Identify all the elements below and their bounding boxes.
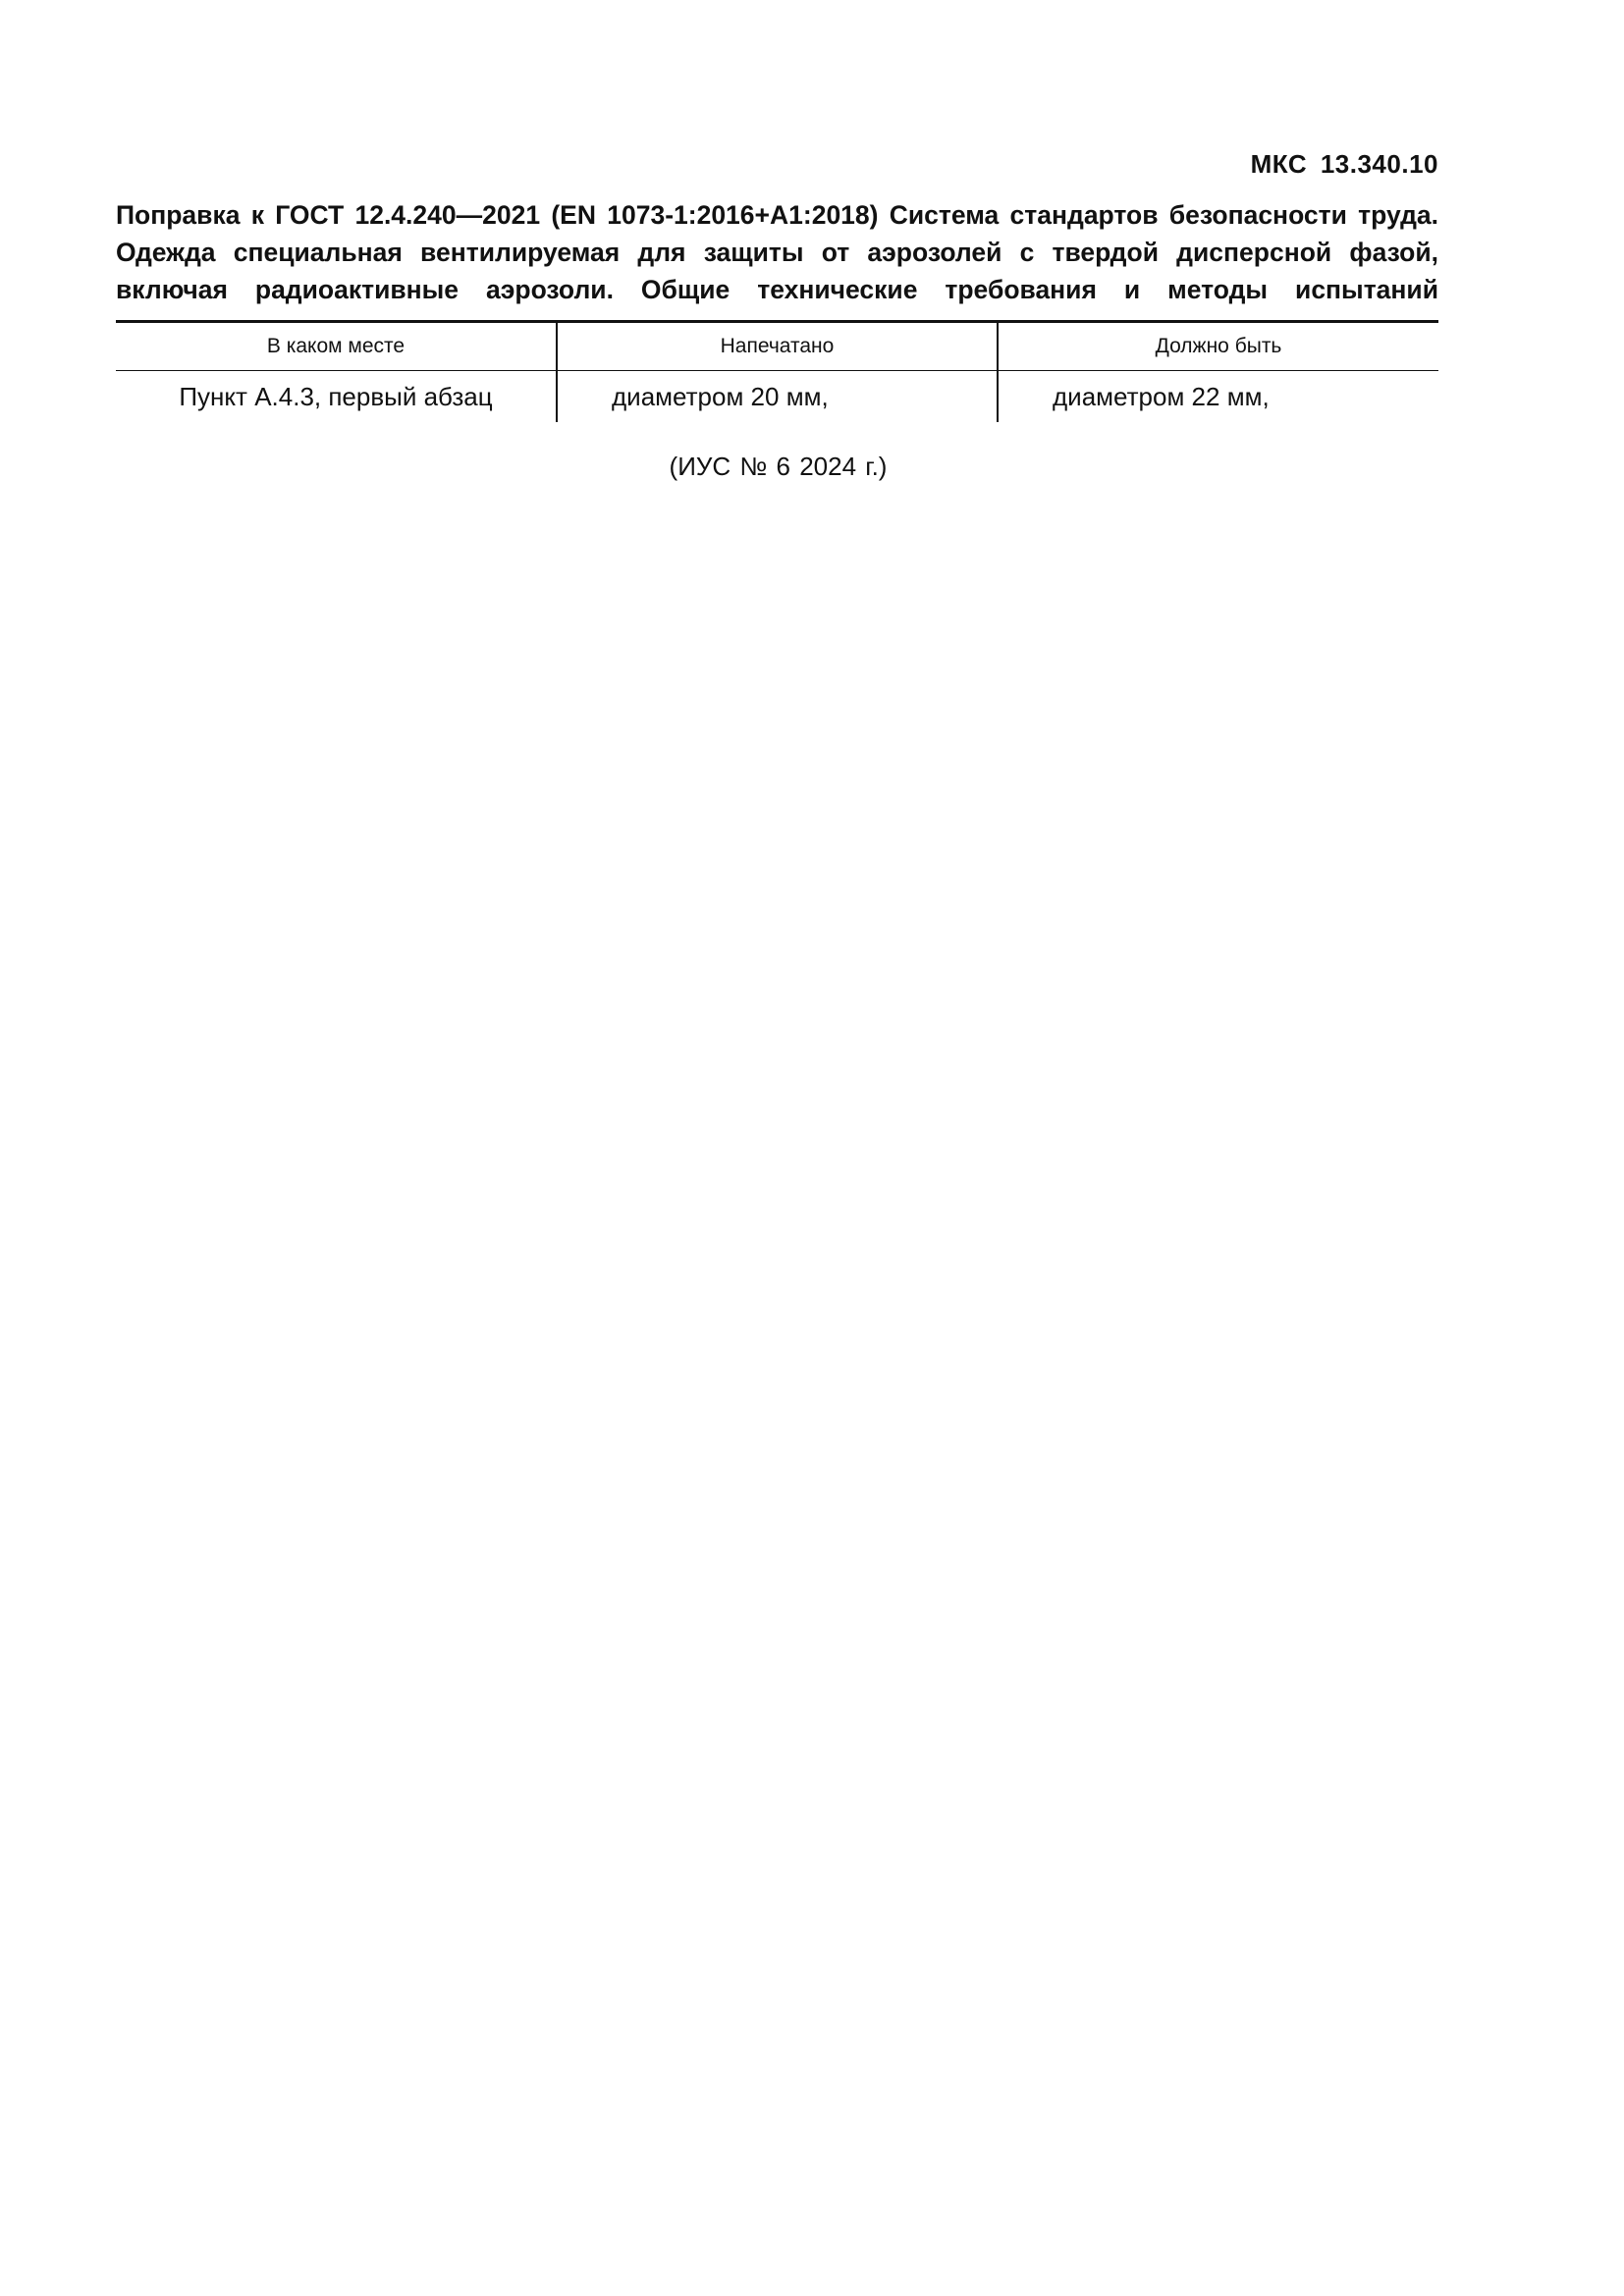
amendment-table bbox=[116, 320, 1438, 422]
table-header-row bbox=[116, 322, 1438, 371]
amendment-title: Поправка к ГОСТ 12.4.240—2021 (EN 1073-1:2016+A1:2018) Система стандартов безопасности труда. Одежда специальная вентилируемая для защиты от аэрозолей с твердой дисперсной фазой, включая радиоактивные аэрозоли. Общие технические требования и методы испытаний bbox=[116, 200, 1438, 304]
cell-place: Пункт А.4.3, первый абзац bbox=[179, 381, 493, 411]
table-row bbox=[116, 371, 1438, 423]
classification-code: МКС 13.340.10 bbox=[1250, 149, 1438, 179]
column-header-printed: Напечатано bbox=[557, 322, 998, 371]
cell-should-be: диаметром 22 мм, bbox=[998, 371, 1438, 423]
ius-reference: (ИУС № 6 2024 г.) bbox=[669, 452, 888, 481]
column-header-should-be: Должно быть bbox=[998, 322, 1438, 371]
cell-printed: диаметром 20 мм, bbox=[557, 371, 998, 423]
column-header-place: В каком месте bbox=[116, 322, 557, 371]
